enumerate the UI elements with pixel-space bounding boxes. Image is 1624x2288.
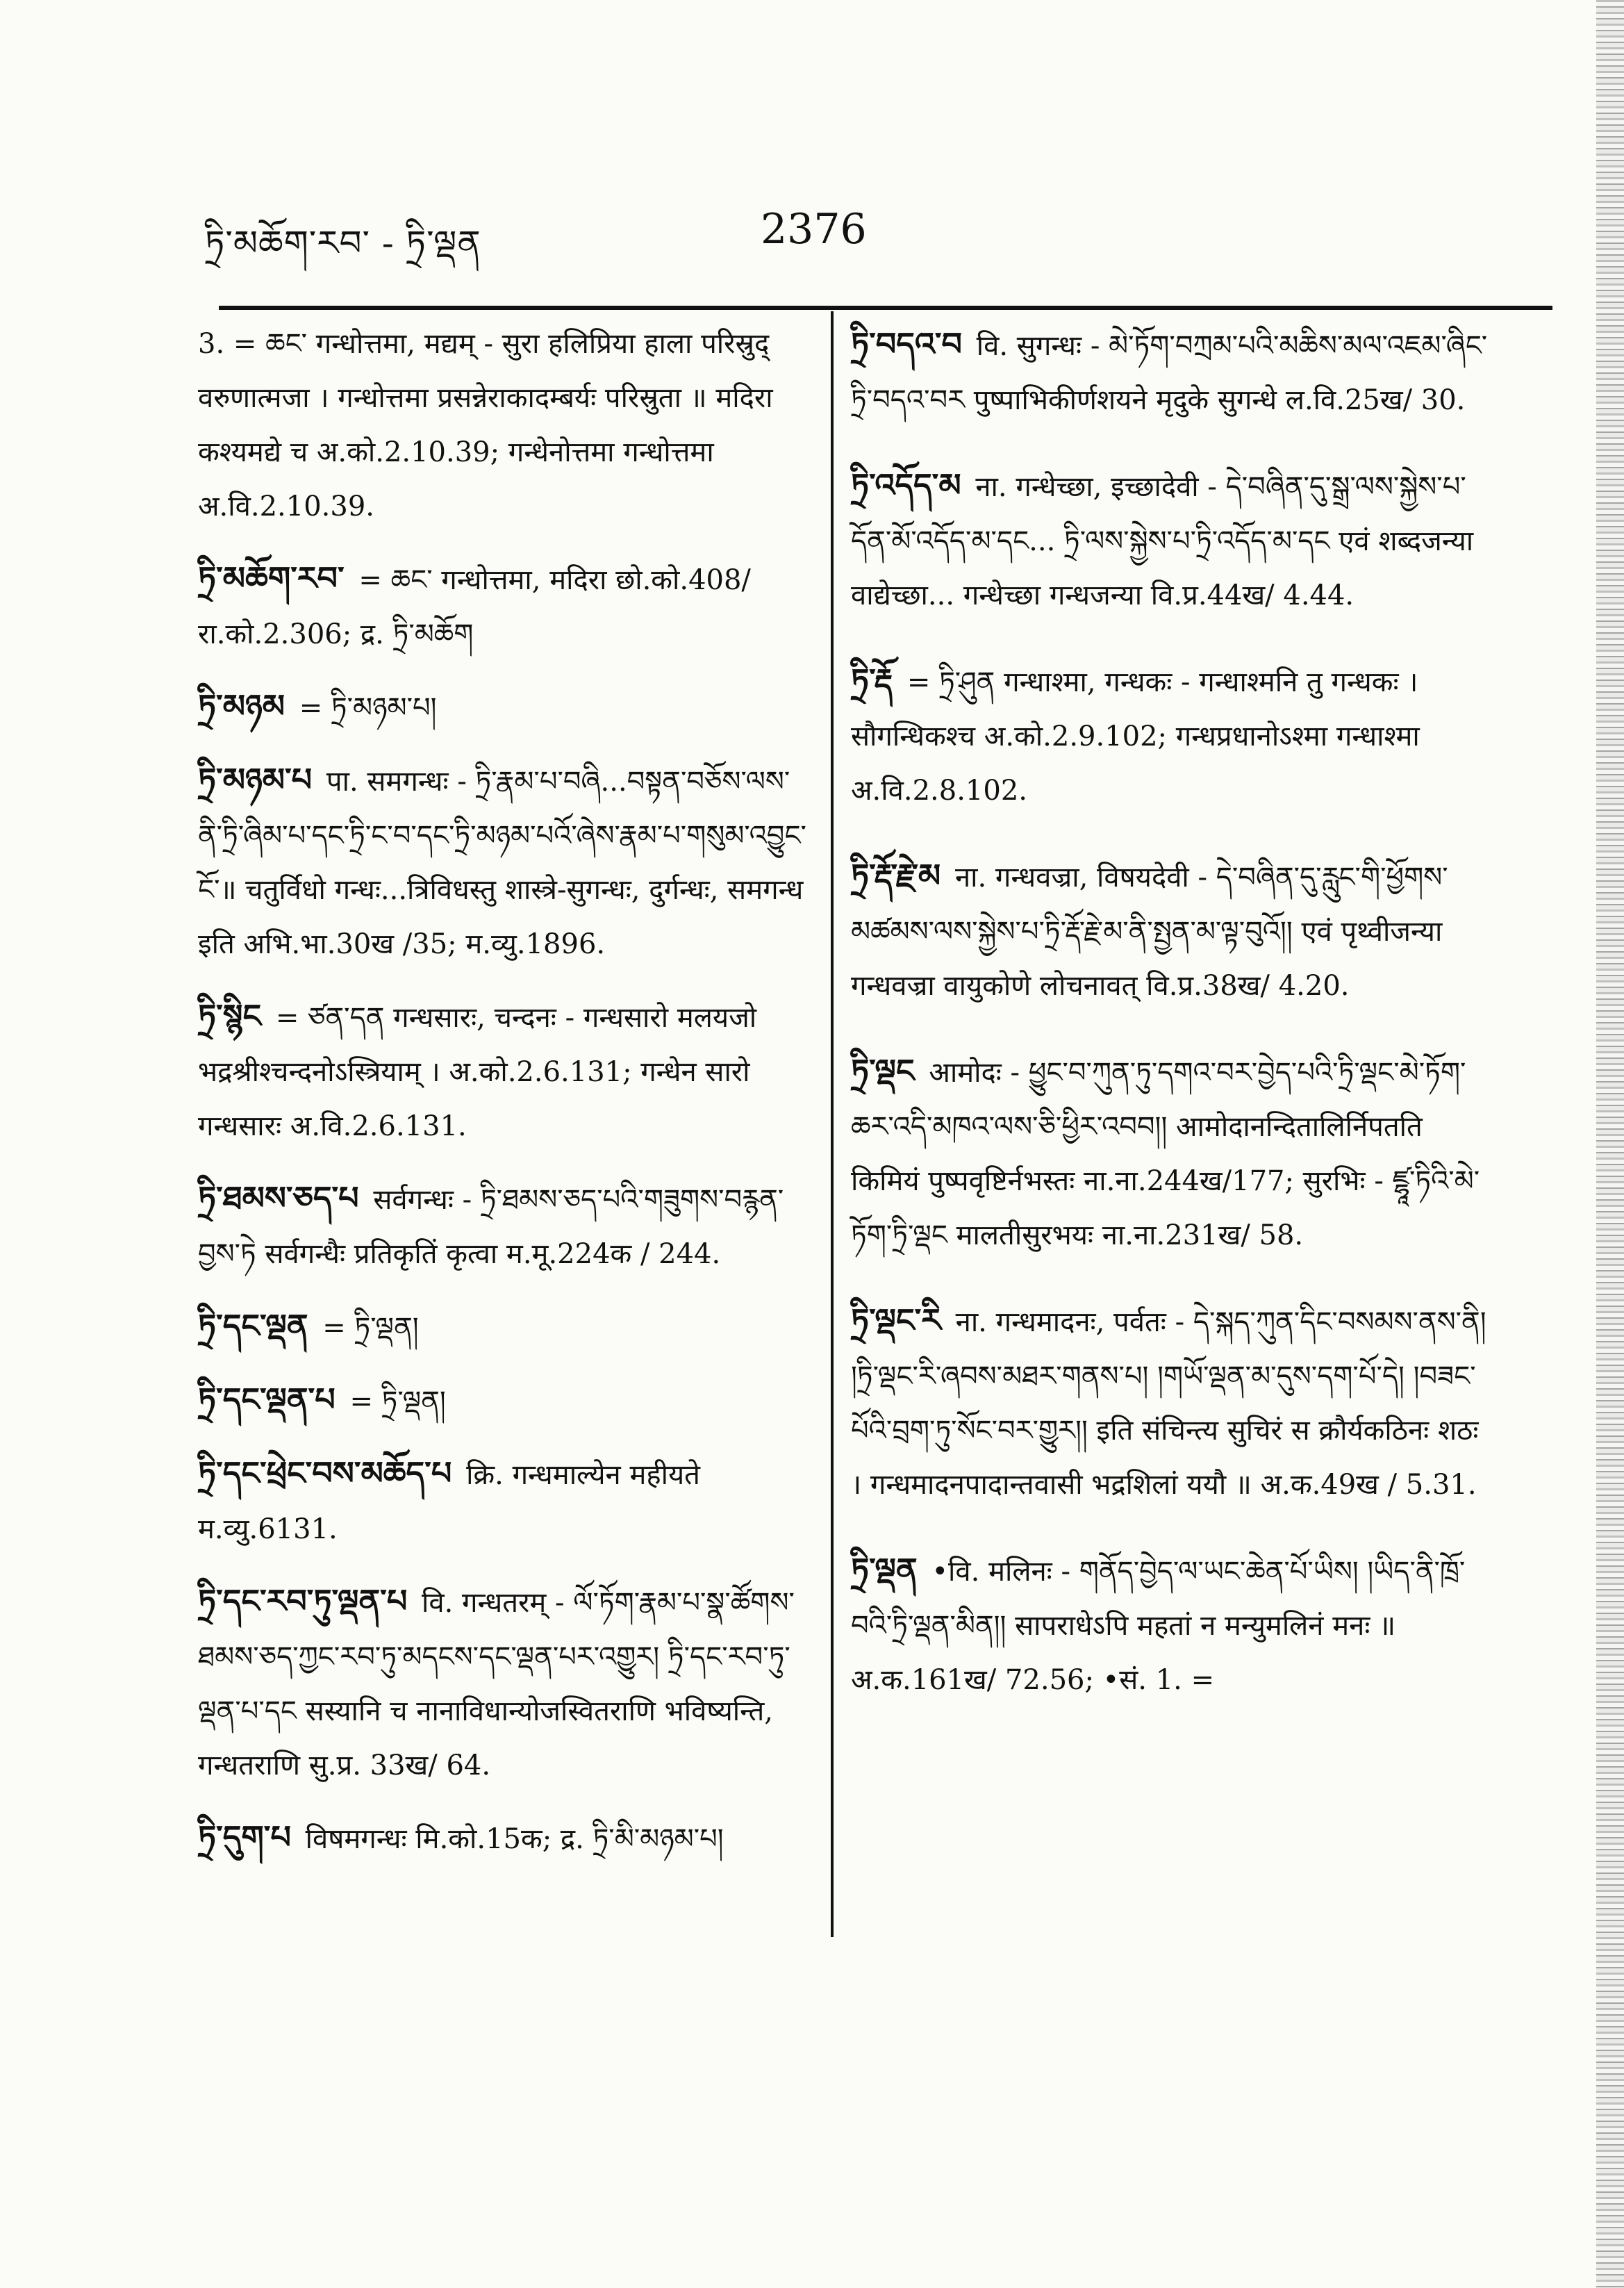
dictionary-entry [851, 317, 1490, 427]
entry-headword: ཏྲི་དང་ཕྲེང་བས་མཆོད་པ [198, 1454, 452, 1492]
entry-text: 3. = ཆང་ गन्धोत्तमा, मद्यम् - सुरा हलिप्रिया हाला परिस्रुद् वरुणात्मजा । गन्धोत्तमा प्रसन्नेराकादम्बर्यः परिस्रुता ॥ मदिरा कश्यमद्ये च अ.को.2.10.39; गन्धेनोत्तमा गन्धोत्तमा अ.वि.2.10.39. [198, 328, 773, 522]
dictionary-entry [198, 1299, 809, 1355]
dictionary-entry [198, 551, 809, 661]
page-number: 2376 [761, 205, 867, 254]
entry-headword: ཏྲི་མཆོག་རབ་ [198, 559, 345, 597]
entry-headword: ཏྲི་འདོད་མ [851, 466, 961, 504]
entry-headword: ཏྲི་རྡོ་རྗེ་མ [851, 857, 941, 894]
entry-text: क्रि. गन्धमाल्येन महीयते म.व्यु.6131. [198, 1459, 700, 1545]
entry-text: पा. समगन्धः - ཏྲི་རྣམ་པ་བཞི...བསྟན་བཅོས་ལས་ནི་ཏྲི་ཞིམ་པ་དང་ཏྲི་ང་བ་དང་ཏྲི་མཉམ་པའོ་ཞེས་རྣམ་པ་གསུམ་འབྱུང་ངོ་॥ चतुर्विधो गन्धः...त्रिविधस्तु शास्त्रे-सुगन्धः, दुर्गन्धः, समगन्ध इति अभि.भा.30ख /35; म.व्यु.1896. [198, 766, 806, 960]
entry-text: वि. गन्धतरम् - ལོ་ཏོག་རྣམ་པ་སྣ་ཚོགས་ཐམས་ཅད་ཀྱང་རབ་ཏུ་མདངས་དང་ལྡན་པར་འགྱུར། ཏྲི་དང་རབ་ཏུ་ལྡན་པ་དང सस्यानि च नानाविधान्योजस्वितराणि भविष्यन्ति, गन्धतराणि सु.प्र. 33ख/ 64. [198, 1587, 795, 1781]
entry-headword: ཏྲི་བདའ་བ [851, 325, 963, 363]
entry-text: ना. गन्धमादनः, पर्वतः - དེ་སྐད་ཀུན་དིང་བསམས་ནས་ནི། །ཏྲི་ལྡང་རི་ཞབས་མཐར་གནས་པ། །གཡོ་ལྡན་མ་དུས་དག་པོ་དེ། །བཟང་པོའི་བྲག་ཏུ་སོང་བར་གྱུར།། इति संचिन्त्य सुचिरं स क्रौर्यकठिनः शठः । गन्धमादनपादान्तवासी भद्रशिलां ययौ ॥ अ.क.49ख / 5.31. [851, 1306, 1486, 1501]
entry-text: ना. गन्धवज्रा, विषयदेवी - དེ་བཞིན་དུ་རླུང་གི་ཕྱོགས་མཚམས་ལས་སྐྱེས་པ་ཏྲི་རྡོ་རྗེ་མ་ནི་སྤྱན་མ་ལྟ་བུའོ།། एवं पृथ्वीजन्या गन्धवज्रा वायुकोणे लोचनावत् वि.प्र.38ख/ 4.20. [851, 862, 1448, 1002]
entry-text: = ཏྲི་ཤུན गन्धाश्मा, गन्धकः - गन्धाश्मनि तु गन्धकः । सौगन्धिकश्च अ.को.2.9.102; गन्धप्रधानोऽश्मा गन्धाश्मा अ.वि.2.8.102. [851, 666, 1420, 807]
entry-text: = ཏྲི་ལྡན། [322, 1312, 419, 1344]
dictionary-entry [198, 752, 809, 971]
dictionary-entry [198, 317, 809, 534]
scanned-page-edge [1596, 0, 1624, 2288]
entry-headword: ཏྲི་སྙིང [198, 997, 262, 1035]
dictionary-entry [198, 1171, 809, 1281]
entry-headword: ཏྲི་དང་ལྡན་པ [198, 1381, 335, 1418]
dictionary-entry [851, 1044, 1490, 1262]
entry-text: सर्वगन्धः - ཏྲི་ཐམས་ཅད་པའི་གཟུགས་བརྙན་བྱས་ཏེ सर्वगन्धैः प्रतिकृतिं कृत्वा म.मू.224क / 244. [198, 1184, 784, 1270]
entry-headword: ཏྲི་དང་རབ་ཏུ་ལྡན་པ [198, 1582, 408, 1620]
dictionary-entry [851, 1542, 1490, 1707]
running-header: ཏྲི་མཆོག་རབ་ - ཏྲི་ལྡན [205, 223, 481, 263]
entry-headword: ཏྲི་ལྡང་རི [851, 1301, 941, 1339]
dictionary-entry [198, 1810, 809, 1866]
dictionary-entry [851, 458, 1490, 623]
right-column [851, 317, 1490, 1738]
entry-headword: ཏྲི་དང་ལྡན [198, 1307, 308, 1344]
dictionary-entry [198, 1446, 809, 1556]
entry-text: = ཏྲི་མཉམ་པ། [299, 692, 437, 724]
header-rule [219, 306, 1552, 310]
dictionary-entry [198, 1372, 809, 1429]
entry-text: = ཆང་ गन्धोत्तमा, मदिरा छो.को.408/ रा.को.2.306; द्र. ཏྲི་མཆོག [198, 564, 751, 650]
entry-headword: ཏྲི་མཉམ [198, 687, 285, 725]
dictionary-entry [851, 1293, 1490, 1512]
entry-headword: ཏྲི་ཐམས་ཅད་པ [198, 1179, 359, 1217]
column-divider [831, 311, 834, 1937]
entry-headword: ཏྲི་དུག་པ [198, 1818, 291, 1856]
dictionary-entry [851, 848, 1490, 1013]
entry-text: विषमगन्धः मि.को.15क; द्र. ཏྲི་མི་མཉམ་པ། [305, 1823, 724, 1855]
entry-text: वि. सुगन्धः - མེ་ཏོག་བཀྲམ་པའི་མཆིས་མལ་འཇམ་ཞིང་ཏྲི་བདའ་བར पुष्पाभिकीर्णशयने मृदुके सुगन्धे ल.वि.25ख/ 30. [851, 330, 1488, 416]
entry-text: = ཏྲི་ལྡན། [349, 1385, 446, 1417]
entry-text: •वि. मलिनः - གནོད་བྱེད་ལ་ཡང་ཆེན་པོ་ཡིས། །ཡིད་ནི་ཁྲོ་བའི་ཏྲི་ལྡན་མིན།། सापराधेऽपि महतां न मन्युमलिनं मनः ॥ अ.क.161ख/ 72.56; •सं. 1. = [851, 1556, 1466, 1696]
entry-headword: ཏྲི་ལྡང [851, 1052, 915, 1089]
entry-text: आमोदः - ཕྱུང་བ་ཀུན་ཏུ་དགའ་བར་བྱེད་པའི་ཏྲི་ལྡང་མེ་ཏོག་ཆར་འདི་མཁའ་ལས་ཅི་ཕྱིར་འབབ།། आमोदानन्दितालिर्निपतति किमियं पुष्पवृष्टिर्नभस्तः ना.ना.244ख/177; सुरभिः - ཛྷཱ་ཏིའི་མེ་ཏོག་ཏྲི་ལྡང मालतीसुरभयः ना.ना.231ख/ 58. [851, 1057, 1480, 1251]
entry-headword: ཏྲི་ལྡན [851, 1551, 918, 1588]
entry-text: ना. गन्धेच्छा, इच्छादेवी - དེ་བཞིན་དུ་སྒྲ་ལས་སྐྱེས་པ་དོན་མོ་འདོད་མ་དང... ཏྲི་ལས་སྐྱེས་པ་ཏྲི་འདོད་མ་དང एवं शब्दजन्या वाद्येच्छा... गन्धेच्छा गन्धजन्या वि.प्र.44ख/ 4.44. [851, 471, 1474, 611]
dictionary-entry [198, 679, 809, 735]
dictionary-entry [198, 989, 809, 1153]
dictionary-entry [851, 653, 1490, 818]
entry-headword: ཏྲི་མཉམ་པ [198, 761, 313, 798]
dictionary-entry [198, 1574, 809, 1793]
entry-headword: ཏྲི་རྡོ [851, 661, 893, 699]
entry-text: = ཙན་དན गन्धसारः, चन्दनः - गन्धसारो मलयजो भद्रश्रीश्चन्दनोऽस्त्रियाम् । अ.को.2.6.131; गन्धेन सारो गन्धसारः अ.वि.2.6.131. [198, 1002, 757, 1142]
left-column [198, 317, 809, 1884]
